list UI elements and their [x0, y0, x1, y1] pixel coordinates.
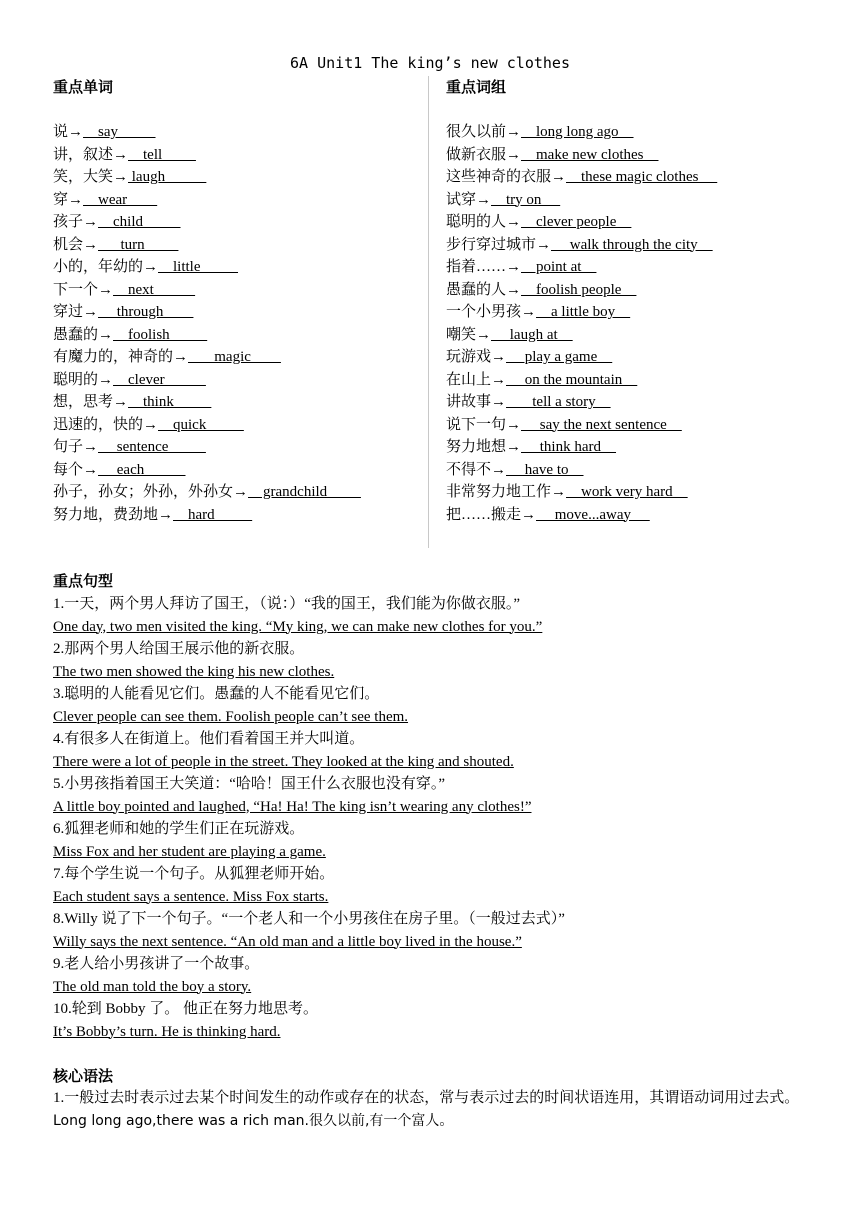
phrase-row-chinese: 聪明的人→: [446, 214, 522, 230]
phrase-row-chinese: 讲故事→: [446, 394, 507, 410]
phrase-row-chinese: 玩游戏→: [446, 349, 507, 365]
phrase-row-chinese: 试穿→: [446, 191, 492, 208]
phrase-row-answer: on the mountain: [506, 371, 638, 388]
phrase-row: [446, 211, 717, 234]
word-row-answer: magic: [188, 349, 281, 365]
sentence-chinese: 2.那两个男人给国王展示他的新衣服。: [53, 641, 305, 657]
word-row-chinese: 每个→: [53, 461, 99, 478]
grammar-section: [53, 1087, 823, 1132]
phrase-row-chinese: 说下一句→: [446, 416, 522, 433]
grammar-point: 1.一般过去时表示过去某个时间发生的动作或存在的状态，常与表示过去的时间状语连用，其谓语动词用过去式。: [53, 1090, 800, 1106]
phrase-row: [446, 144, 717, 167]
word-row: [53, 481, 361, 504]
word-row: [53, 301, 361, 324]
word-row: [53, 436, 361, 459]
word-row-chinese: 穿过→: [53, 304, 99, 320]
phrase-row: [446, 414, 717, 437]
sentence-chinese: 6.狐狸老师和她的学生们正在玩游戏。: [53, 821, 305, 837]
word-row-answer: through: [98, 304, 194, 320]
phrase-row: [446, 504, 717, 527]
phrase-row-answer: clever people: [521, 214, 632, 230]
word-row-answer: quick: [158, 416, 244, 433]
phrase-row: [446, 436, 717, 459]
word-row: [53, 166, 361, 189]
phrase-row-answer: have to: [506, 461, 584, 478]
word-row-chinese: 句子→: [53, 439, 99, 455]
phrase-row-answer: foolish people: [521, 281, 637, 298]
word-row-answer: foolish: [113, 326, 208, 343]
sentence-chinese: 1.一天，两个男人拜访了国王，（说：）“我的国王，我们能为你做衣服。”: [53, 596, 521, 612]
sentence-english-line: [53, 976, 565, 999]
word-row: [53, 459, 361, 482]
phrase-row-chinese: 很久以前→: [446, 124, 522, 140]
word-row-chinese: 迅速的，快的→: [53, 416, 159, 433]
sentence-chinese: 4.有很多人在街道上。他们看着国王并大叫道。: [53, 731, 365, 747]
sentence-english-line: [53, 1021, 565, 1044]
word-row: [53, 234, 361, 257]
word-row-chinese: 小的，年幼的→: [53, 259, 159, 275]
phrase-row: [446, 121, 717, 144]
word-row: [53, 324, 361, 347]
key-sentences-list: [53, 593, 565, 1043]
word-row-answer: child: [98, 214, 181, 230]
phrase-row-chinese: 指着……→: [446, 259, 522, 275]
phrase-row-chinese: 这些神奇的衣服→: [446, 169, 567, 185]
sentence-chinese: 8.Willy 说了下一个句子。“一个老人和一个小男孩住在房子里。（一般过去式）”: [53, 911, 565, 927]
sentence-chinese: 7.每个学生说一个句子。从狐狸老师开始。: [53, 866, 335, 882]
sentence-english: The old man told the boy a story.: [53, 978, 252, 995]
word-row: [53, 256, 361, 279]
sentence-chinese: 9.老人给小男孩讲了一个故事。: [53, 956, 260, 972]
word-row-chinese: 孩子→: [53, 214, 99, 230]
phrase-row: [446, 391, 717, 414]
phrase-row-chinese: 非常努力地工作→: [446, 484, 567, 500]
word-row-answer: hard: [173, 506, 253, 523]
sentence-english-line: [53, 931, 565, 954]
word-row-answer: laugh: [128, 169, 207, 185]
phrase-row-answer: these magic clothes: [566, 169, 718, 185]
phrase-row-answer: point at: [521, 259, 597, 275]
word-row-answer: tell: [128, 146, 196, 163]
word-row-answer: sentence: [98, 439, 206, 455]
key-sentences-heading: 重点句型: [53, 572, 114, 590]
column-divider: [428, 76, 429, 548]
phrase-row-answer: think hard: [521, 439, 617, 455]
word-row: [53, 121, 361, 144]
word-row-answer: think: [128, 394, 212, 410]
sentence-english-line: [53, 796, 565, 819]
sentence-english-line: [53, 841, 565, 864]
word-row: [53, 279, 361, 302]
sentence-english: It’s Bobby’s turn. He is thinking hard.: [53, 1023, 281, 1040]
sentence-english: Clever people can see them. Foolish people can’t see them.: [53, 708, 409, 725]
word-row-answer: little: [158, 259, 239, 275]
word-row-answer: grandchild: [248, 484, 361, 500]
phrase-row-chinese: 一个小男孩→: [446, 304, 537, 320]
phrase-row-chinese: 做新衣服→: [446, 146, 522, 163]
phrase-row: [446, 369, 717, 392]
sentence-chinese: 3.聪明的人能看见它们。愚蠢的人不能看见它们。: [53, 686, 380, 702]
phrase-row-chinese: 愚蠢的人→: [446, 281, 522, 298]
word-row-chinese: 孙子，孙女；外孙，外孙女→: [53, 484, 249, 500]
key-phrases-heading: 重点词组: [446, 78, 507, 96]
sentence-english: Willy says the next sentence. “An old man and a little boy lived in the house.”: [53, 933, 522, 950]
word-row-chinese: 想，思考→: [53, 394, 129, 410]
word-row-answer: clever: [113, 371, 206, 388]
grammar-example: Long long ago,there was a rich man.很久以前,有一个富人。: [53, 1112, 454, 1129]
phrase-row-chinese: 努力地想→: [446, 439, 522, 455]
phrase-row: [446, 301, 717, 324]
word-row-answer: turn: [98, 236, 179, 253]
key-words-heading: 重点单词: [53, 78, 114, 96]
word-row: [53, 391, 361, 414]
phrase-row: [446, 256, 717, 279]
word-row-chinese: 愚蠢的→: [53, 326, 114, 343]
word-row: [53, 369, 361, 392]
word-row-chinese: 有魔力的，神奇的→: [53, 349, 189, 365]
word-row-answer: next: [113, 281, 196, 298]
phrase-row-answer: a little boy: [536, 304, 631, 320]
phrase-row-answer: tell a story: [506, 394, 611, 410]
page-title: 6A Unit1 The king’s new clothes: [290, 54, 570, 72]
phrase-row-answer: laugh at: [491, 326, 573, 343]
phrase-row: [446, 166, 717, 189]
phrase-row-chinese: 不得不→: [446, 461, 507, 478]
phrase-row-answer: try on: [491, 191, 561, 208]
phrase-row: [446, 234, 717, 257]
word-row-chinese: 聪明的→: [53, 371, 114, 388]
word-row: [53, 414, 361, 437]
word-row-chinese: 穿→: [53, 191, 84, 208]
phrase-row-answer: make new clothes: [521, 146, 659, 163]
grammar-heading: 核心语法: [53, 1067, 114, 1085]
sentence-chinese: 5.小男孩指着国王大笑道：“哈哈！国王什么衣服也没有穿。”: [53, 776, 446, 792]
word-row-chinese: 下一个→: [53, 281, 114, 298]
sentence-english: There were a lot of people in the street. They looked at the king and shouted.: [53, 753, 514, 770]
word-row-answer: say: [83, 124, 156, 140]
phrase-row-chinese: 把……搬走→: [446, 506, 537, 523]
sentence-english-line: [53, 706, 565, 729]
sentence-english: Miss Fox and her student are playing a game.: [53, 843, 326, 860]
phrase-row-chinese: 嘲笑→: [446, 326, 492, 343]
sentence-english-line: [53, 616, 565, 639]
word-row: [53, 504, 361, 527]
phrase-row-answer: work very hard: [566, 484, 688, 500]
phrase-row-answer: walk through the city: [551, 236, 713, 253]
phrase-row-answer: say the next sentence: [521, 416, 682, 433]
word-row-chinese: 说→: [53, 124, 84, 140]
sentence-english: Each student says a sentence. Miss Fox starts.: [53, 888, 329, 905]
phrase-row: [446, 481, 717, 504]
phrase-row: [446, 346, 717, 369]
word-row: [53, 211, 361, 234]
sentence-english-line: [53, 751, 565, 774]
phrase-row: [446, 189, 717, 212]
word-row-chinese: 讲，叙述→: [53, 146, 129, 163]
word-row: [53, 346, 361, 369]
phrase-row-answer: play a game: [506, 349, 613, 365]
sentence-english-line: [53, 886, 565, 909]
sentence-english-line: [53, 661, 565, 684]
sentence-english: The two men showed the king his new clothes.: [53, 663, 335, 680]
word-row-answer: wear: [83, 191, 158, 208]
word-row: [53, 144, 361, 167]
phrase-row: [446, 459, 717, 482]
phrase-row-answer: move...away: [536, 506, 650, 523]
phrase-row: [446, 324, 717, 347]
phrase-row: [446, 279, 717, 302]
word-row-chinese: 笑，大笑→: [53, 169, 129, 185]
phrase-row-chinese: 步行穿过城市→: [446, 236, 552, 253]
key-words-list: [53, 121, 361, 526]
word-row-chinese: 努力地，费劲地→: [53, 506, 174, 523]
word-row: [53, 189, 361, 212]
phrase-row-answer: long long ago: [521, 124, 634, 140]
word-row-chinese: 机会→: [53, 236, 99, 253]
sentence-english: One day, two men visited the king. “My king, we can make new clothes for you.”: [53, 618, 543, 635]
key-phrases-list: [446, 121, 717, 526]
word-row-answer: each: [98, 461, 186, 478]
sentence-english: A little boy pointed and laughed, “Ha! Ha! The king isn’t wearing any clothes!”: [53, 798, 532, 815]
phrase-row-chinese: 在山上→: [446, 371, 507, 388]
sentence-chinese: 10.轮到 Bobby 了。 他正在努力地思考。: [53, 1001, 319, 1017]
